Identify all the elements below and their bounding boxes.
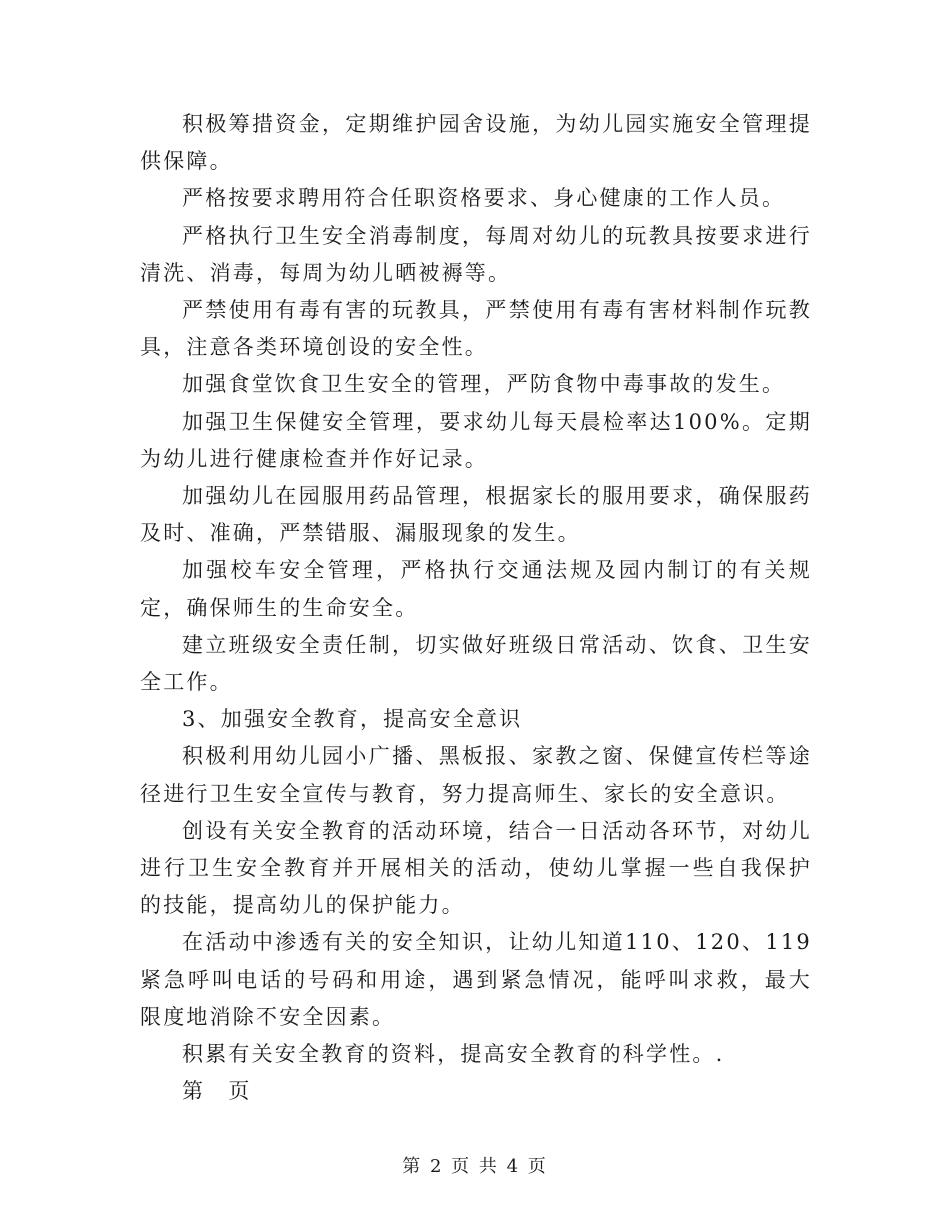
page-footer (0, 1152, 950, 1178)
paragraph-2: 严格按要求聘用符合任职资格要求、身心健康的工作人员。 (182, 186, 786, 211)
paragraph-12: 在活动中渗透有关的安全知识，让幼儿知道110、120、119紧急呼叫电话的号码和用途，遇到紧急情况，能呼叫求救，最大限度地消除不安全因素。 (140, 930, 812, 1029)
paragraph-11: 创设有关安全教育的活动环境，结合一日活动各环节，对幼儿进行卫生安全教育并开展相关的活动，使幼儿掌握一些自我保护的技能，提高幼儿的保护能力。 (140, 818, 812, 918)
paragraph-10: 积极利用幼儿园小广播、黑板报、家教之窗、保健宣传栏等途径进行卫生安全宣传与教育，努力提高师生、家长的安全意识。 (140, 744, 812, 806)
page-number-label: 第 2 页 共 4 页 (402, 1156, 548, 1177)
section-heading: 3、加强安全教育，提高安全意识 (182, 707, 523, 732)
paragraph-8: 加强校车安全管理，严格执行交通法规及园内制订的有关规定，确保师生的生命安全。 (140, 558, 812, 620)
paragraph-4: 严禁使用有毒有害的玩教具，严禁使用有毒有害材料制作玩教具，注意各类环境创设的安全性。 (140, 298, 812, 360)
paragraph-3: 严格执行卫生安全消毒制度，每周对幼儿的玩教具按要求进行清洗、消毒，每周为幼儿晒被褥等。 (140, 223, 812, 285)
document-body (140, 106, 812, 1110)
paragraph-9: 建立班级安全责任制，切实做好班级日常活动、饮食、卫生安全工作。 (140, 632, 812, 695)
paragraph-7: 加强幼儿在园服用药品管理，根据家长的服用要求，确保服药及时、准确，严禁错服、漏服现象的发生。 (140, 484, 812, 546)
paragraph-6: 加强卫生保健安全管理，要求幼儿每天晨检率达100%。定期为幼儿进行健康检查并作好记录。 (140, 409, 812, 471)
paragraph-13: 积累有关安全教育的资料，提高安全教育的科学性。. (182, 1042, 725, 1067)
paragraph-1: 积极筹措资金，定期维护园舍设施，为幼儿园实施安全管理提供保障。 (140, 112, 812, 174)
inline-page-marker: 第 页 (182, 1079, 252, 1104)
paragraph-5: 加强食堂饮食卫生安全的管理，严防食物中毒事故的发生。 (182, 372, 786, 397)
